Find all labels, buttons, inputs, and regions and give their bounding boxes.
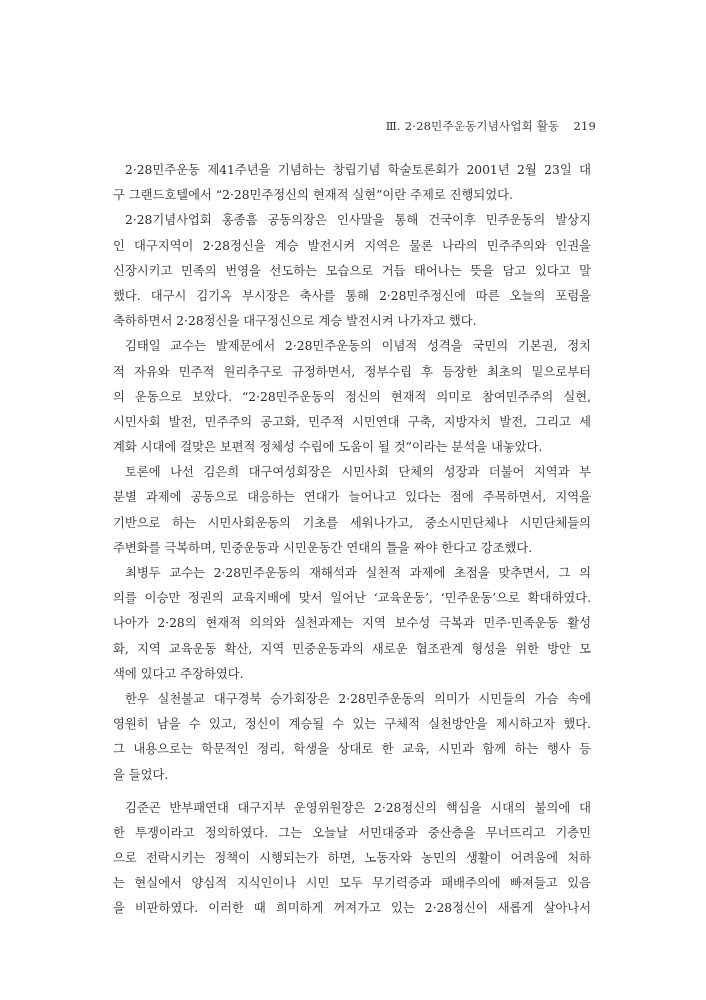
section-title: Ⅲ. 2·28민주운동기념사업회 활동 — [385, 119, 560, 133]
paragraph — [113, 334, 591, 460]
text-line: 적 자유와 민주적 원리추구로 규정하면서, 정부수립 후 등장한 최초의 밑으로부터 — [113, 364, 591, 379]
text-line: 색에 있다고 주장하였다. — [113, 666, 244, 681]
running-header — [386, 118, 596, 134]
text-line: 는 현실에서 양심적 지식인이나 시민 모두 무기력증과 패배주의에 빠져들고 있음 — [113, 876, 591, 891]
text-line: 영원히 남을 수 있고, 정신이 계승될 수 있는 구체적 실천방안을 제시하고자 했다. — [113, 717, 591, 732]
text-line: 김준곤 반부패연대 대구지부 운영위원장은 2·28정신의 핵심을 시대의 불의에 대 — [125, 800, 591, 815]
text-line: 했다. 대구시 김기옥 부시장은 축사를 통해 2·28민주정신에 따른 오늘의 포럼을 — [113, 288, 591, 303]
paragraph — [113, 687, 591, 788]
text-line: 의를 이승만 정권의 교육지배에 맞서 일어난 ‘교육운동’, ‘민주운동’으로 확대하였다. — [113, 591, 591, 606]
page-number: 219 — [573, 119, 596, 133]
text-line: 축하하면서 2·28정신을 대구정신으로 계승 발전시켜 나가자고 했다. — [113, 314, 477, 329]
paragraph — [113, 796, 591, 922]
body-text — [113, 158, 591, 922]
text-line: 구 그랜드호텔에서 “2·28민주정신의 현재적 실현”이란 주제로 진행되었다. — [113, 188, 513, 203]
text-line: 한우 실천불교 대구경북 승가회장은 2·28민주운동의 의미가 시민들의 가슴 속에 — [125, 691, 591, 706]
text-line: 으로 전락시키는 정책이 시행되는가 하면, 노동자와 농민의 생활이 어려움에 처하 — [113, 851, 591, 866]
text-line: 주변화를 극복하며, 민중운동과 시민운동간 연대의 틀을 짜야 한다고 강조했다. — [113, 540, 533, 555]
text-line: 인 대구지역이 2·28정신을 계승 발전시켜 지역은 물론 나라의 민주주의와 인권을 — [113, 238, 591, 253]
text-line: 한 투쟁이라고 정의하였다. 그는 오늘날 서민대중과 중산층을 무너뜨리고 기층민 — [113, 825, 591, 840]
paragraph — [113, 561, 591, 687]
text-line: 분별 과제에 공동으로 대응하는 연대가 늘어나고 있다는 점에 주목하면서, 지역을 — [113, 490, 591, 505]
paragraph-gap — [113, 788, 591, 796]
text-line: 그 내용으로는 학문적인 정리, 학생을 상대로 한 교육, 시민과 함께 하는 행사 등 — [113, 742, 591, 757]
text-line: 나아가 2·28의 현재적 의의와 실천과제는 지역 보수성 극복과 민주·민족운동 활성 — [113, 616, 591, 631]
text-line: 2·28민주운동 제41주년을 기념하는 창립기념 학술토론회가 2001년 2월 23일 대 — [125, 163, 591, 177]
text-line: 기반으로 하는 시민사회운동의 기초를 세워나가고, 중소시민단체나 시민단체들의 — [113, 515, 591, 530]
text-line: 화, 지역 교육운동 확산, 지역 민중운동과의 새로운 협조관계 형성을 위한 방안 모 — [113, 641, 591, 656]
paragraph — [113, 208, 591, 334]
text-line: 의 운동으로 보았다. “2·28민주운동의 정신의 현재적 의미로 참여민주주의 실현, — [113, 389, 591, 404]
text-line: 최병두 교수는 2·28민주운동의 재해석과 실천적 과제에 초점을 맞추면서, 그 의 — [125, 566, 591, 580]
text-line: 김태일 교수는 발제문에서 2·28민주운동의 이념적 성격을 국민의 기본권, 정치 — [125, 339, 591, 354]
text-line: 을 들었다. — [113, 767, 169, 782]
text-line: 2·28기념사업회 홍종흠 공동의장은 인사말을 통해 건국이후 민주운동의 발상지 — [125, 213, 591, 228]
text-line: 을 비판하였다. 이러한 때 희미하게 꺼져가고 있는 2·28정신이 새롭게 살아나서 — [113, 901, 591, 916]
text-line: 토론에 나선 김은희 대구여성회장은 시민사회 단체의 성장과 더불어 지역과 부 — [125, 465, 591, 480]
text-line: 신장시키고 민족의 번영을 선도하는 모습으로 거듭 태어나는 뜻을 담고 있다고 말 — [113, 263, 591, 278]
text-line: 계화 시대에 걸맞은 보편적 정체성 수립에 도움이 될 것”이라는 분석을 내놓았다. — [113, 440, 543, 455]
paragraph — [113, 460, 591, 561]
paragraph — [113, 158, 591, 208]
text-line: 시민사회 발전, 민주주의 공고화, 민주적 시민연대 구축, 지방자치 발전, 그리고 세 — [113, 414, 591, 429]
